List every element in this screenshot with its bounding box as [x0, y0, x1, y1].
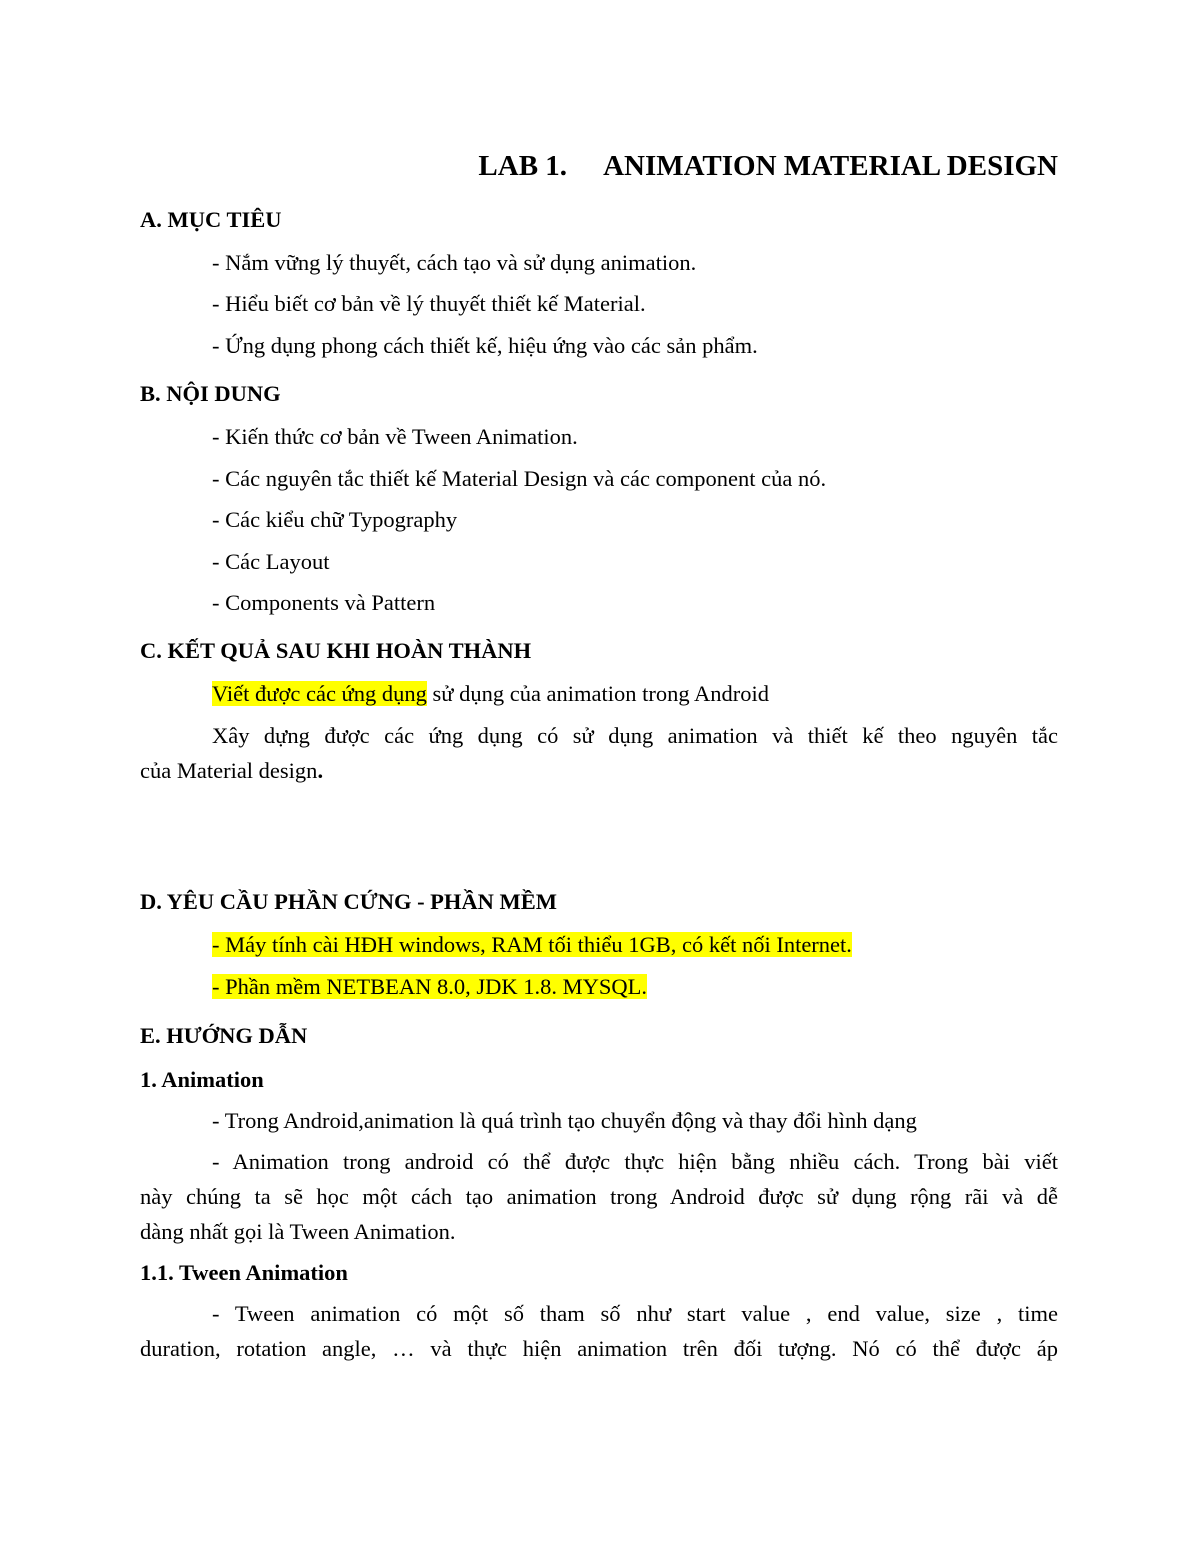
section-c-paragraph-2-line-2: [140, 756, 1058, 786]
section-b-item-2: - Các nguyên tắc thiết kế Material Design và các component của nó.: [212, 466, 827, 491]
highlighted-text: Viết được các ứng dụng: [212, 681, 427, 706]
paragraph-period: .: [317, 758, 324, 783]
paragraph-text: sử dụng của animation trong Android: [426, 681, 770, 706]
subsection-1-item-2-line-1: - Animation trong android có thể được thực hiện bằng nhiều cách. Trong bài viết: [212, 1149, 1058, 1174]
subsection-1-1-line-1: - Tween animation có một số tham số như start value , end value, size , time: [212, 1301, 1058, 1326]
section-d-item-2: [140, 972, 1130, 1002]
section-a-item-1: - Nắm vững lý thuyết, cách tạo và sử dụng animation.: [212, 250, 697, 275]
section-d-heading: D. YÊU CẦU PHẦN CỨNG - PHẦN MỀM: [140, 889, 558, 914]
section-b-item-3: - Các kiểu chữ Typography: [212, 507, 458, 532]
subsection-1-1-line-2: duration, rotation angle, … và thực hiện animation trên đối tượng. Nó có thể được áp: [140, 1336, 1058, 1361]
subsection-1-1-heading: 1.1. Tween Animation: [140, 1260, 348, 1285]
section-d-item-1: [140, 930, 1130, 960]
subsection-1-item-2-line-3: dàng nhất gọi là Tween Animation.: [140, 1219, 456, 1244]
section-b-heading: B. NỘI DUNG: [140, 381, 281, 406]
section-a-item-3: - Ứng dụng phong cách thiết kế, hiệu ứng vào các sản phẩm.: [212, 333, 758, 358]
highlighted-text: - Phần mềm NETBEAN 8.0, JDK 1.8. MYSQL.: [212, 974, 647, 999]
lab-title: ANIMATION MATERIAL DESIGN: [603, 150, 1058, 182]
section-a-item-2: - Hiểu biết cơ bản về lý thuyết thiết kế Material.: [212, 291, 646, 316]
subsection-1-item-1: - Trong Android,animation là quá trình tạo chuyển động và thay đổi hình dạng: [212, 1108, 917, 1133]
section-b-item-5: - Components và Pattern: [212, 590, 436, 615]
subsection-1-item-2-line-2: này chúng ta sẽ học một cách tạo animation trong Android được sử dụng rộng rãi và dễ: [140, 1184, 1058, 1209]
section-a-heading: A. MỤC TIÊU: [140, 207, 282, 232]
section-c-heading: C. KẾT QUẢ SAU KHI HOÀN THÀNH: [140, 638, 532, 663]
section-b-item-1: - Kiến thức cơ bản về Tween Animation.: [212, 424, 578, 449]
highlighted-text: - Máy tính cài HĐH windows, RAM tối thiểu 1GB, có kết nối Internet.: [212, 932, 852, 957]
section-c-paragraph-2-line-1: Xây dựng được các ứng dụng có sử dụng animation và thiết kế theo nguyên tắc: [212, 723, 1058, 748]
subsection-1-heading: 1. Animation: [140, 1067, 264, 1092]
lab-number: LAB 1.: [478, 150, 568, 182]
section-b-item-4: - Các Layout: [212, 549, 330, 574]
paragraph-text: của Material design: [140, 758, 318, 783]
page-title: [0, 148, 1058, 184]
section-c-paragraph-1: [140, 679, 1130, 709]
section-e-heading: E. HƯỚNG DẪN: [140, 1023, 308, 1048]
